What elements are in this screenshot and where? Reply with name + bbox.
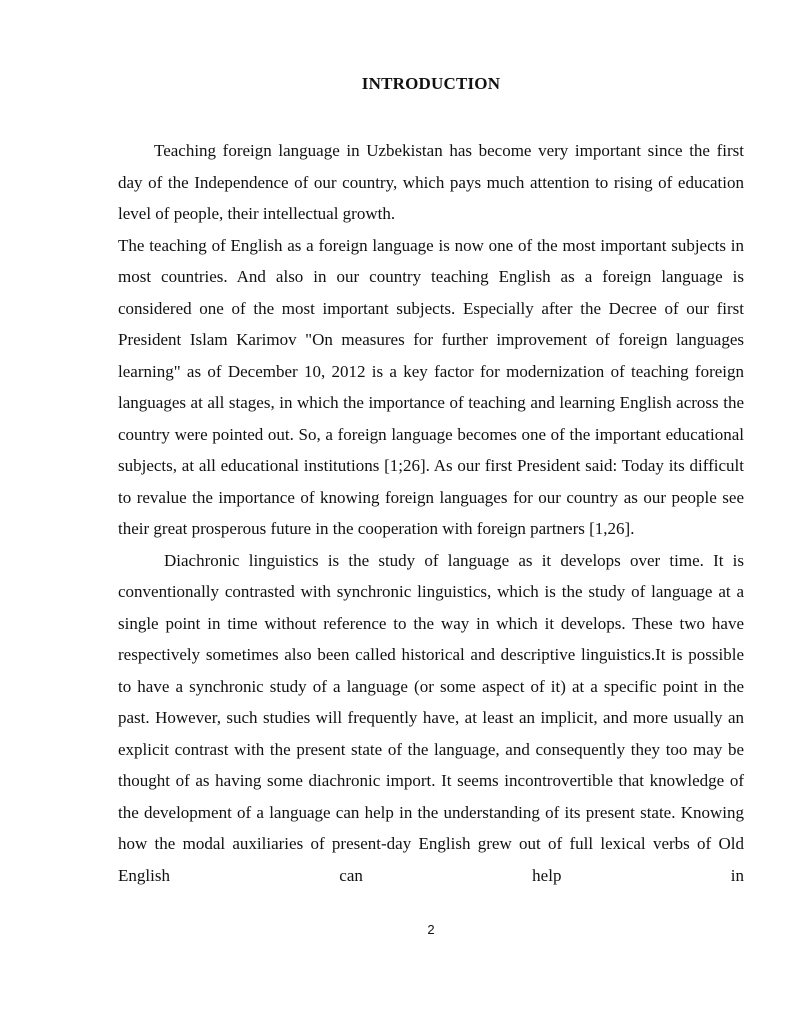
page-title: INTRODUCTION <box>361 74 501 93</box>
paragraph-diachronic-linguistics: Diachronic linguistics is the study of language as it develops over time. It is conventionally contrasted with synchronic linguistics, which is the study of language at a single point in time without reference to the way in which it develops. These two have respectively sometimes also been called historical and descriptive linguistics.It is possible to have a synchronic study of a language (or some aspect of it) at a specific point in the past. However, such studies will frequently have, at least an implicit, and more usually an explicit contrast with the present state of the language, and consequently they too may be thought of as having some diachronic import. It seems incontrovertible that knowledge of the development of a language can help in the understanding of its present state. Knowing how the modal auxiliaries of present-day English grew out of full lexical verbs of Old English can help in <box>118 550 744 885</box>
document-body <box>118 135 744 891</box>
paragraph-english-teaching: The teaching of English as a foreign language is now one of the most important subjects in most countries. And also in our country teaching English as a foreign language is considered one of the most important subjects. Especially after the Decree of our first President Islam Karimov "On measures for further improvement of foreign languages learning" as of December 10, 2012 is a key factor for modernization of teaching foreign languages at all stages, in which the importance of teaching and learning English across the country were pointed out. So, a foreign language becomes one of the important educational subjects, at all educational institutions [1;26]. As our first President said: Today its difficult to revalue the importance of knowing foreign languages for our country as our people see their great prosperous future in the cooperation with foreign partners [1,26]. <box>118 235 744 538</box>
page-number: 2 <box>427 922 435 937</box>
paragraph-independence: Teaching foreign language in Uzbekistan has become very important since the first day of the Independence of our country, which pays much attention to rising of education level of people, their intellectual growth. <box>118 141 744 223</box>
